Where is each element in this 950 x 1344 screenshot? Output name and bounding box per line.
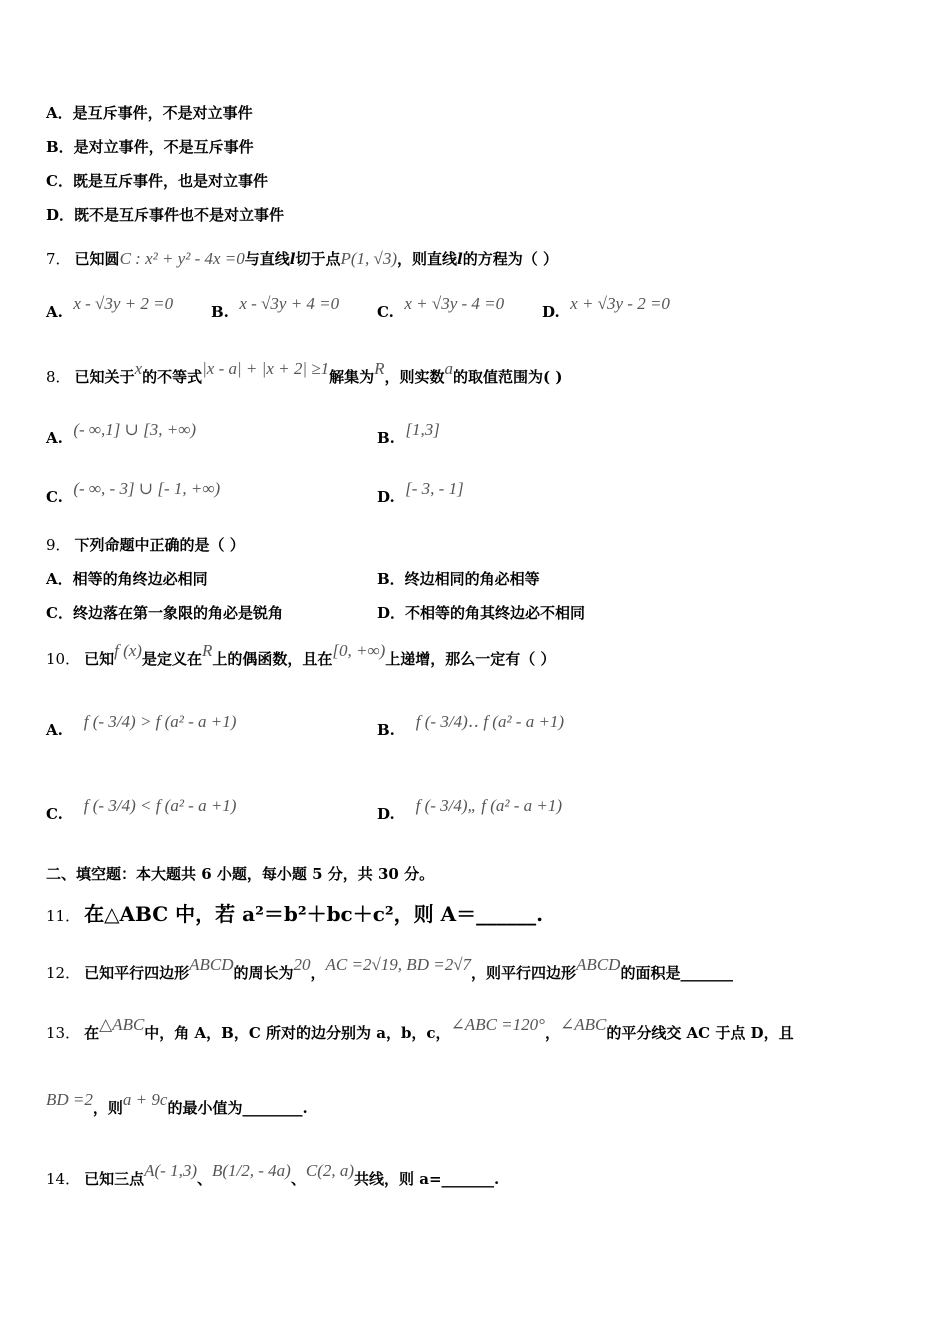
q11: [46, 898, 543, 927]
q9-option-d: D．不相等的角其终边必不相同: [377, 604, 586, 622]
q7-option-a: A. x - √3y + 2 =0: [46, 294, 174, 321]
q14-number: 14．: [46, 1170, 81, 1188]
q8-inequality: |x - a| + |x + 2| ≥1: [202, 359, 330, 378]
q10-number: 10．: [46, 650, 81, 668]
q12-stem: 12． 已知平行四边形ABCD的周长为20，AC =2√19, BD =2√7，则平行四边形ABCD的面积是_______: [46, 955, 733, 982]
q10-option-c: C. f (- 3/4) < f (a² - a +1): [46, 796, 237, 823]
q9-option-a: A．相等的角终边必相同: [46, 570, 208, 588]
q8-option-d: D. [- 3, - 1]: [377, 479, 464, 506]
q6-option-d: D．既不是互斥事件也不是对立事件: [46, 206, 285, 224]
q11-text: 在△ABC 中，若 a²＝b²＋bc＋c²，则 A＝______.: [84, 902, 544, 926]
q13-continuation: BD =2，则a + 9c的最小值为________.: [46, 1090, 308, 1117]
q9-stem: 9． 下列命题中正确的是（ ）: [46, 536, 245, 554]
q8-option-b: B. [1,3]: [377, 420, 440, 447]
q8-option-a: A. (- ∞,1] ∪ [3, +∞): [46, 420, 196, 447]
q12-number: 12．: [46, 964, 81, 982]
q7-number: 7．: [46, 250, 71, 268]
q9-option-b: B．终边相同的角必相等: [377, 570, 540, 588]
q10-option-a: A. f (- 3/4) > f (a² - a +1): [46, 712, 237, 739]
q8-option-c: C. (- ∞, - 3] ∪ [- 1, +∞): [46, 479, 221, 506]
q7-option-b: B. x - √3y + 4 =0: [211, 294, 340, 321]
q13-number: 13．: [46, 1024, 81, 1042]
q8-number: 8．: [46, 368, 71, 386]
q10-stem: 10． 已知f (x)是定义在R上的偶函数，且在[0, +∞)上递增，那么一定有（ ）: [46, 641, 556, 668]
q7-option-c: C. x + √3y - 4 =0: [377, 294, 505, 321]
section-heading: 二、填空题：本大题共 6 小题，每小题 5 分，共 30 分。: [46, 865, 435, 883]
q7-stem: 7． 已知圆C : x² + y² - 4x =0与直线l切于点P(1, √3)，则直线l的方程为（ ）: [46, 249, 558, 268]
q11-number: 11．: [46, 907, 81, 925]
q14-stem: 14． 已知三点A(- 1,3)、B(1/2, - 4a)、C(2, a)共线，则 a=_______.: [46, 1161, 500, 1188]
q6-option-c: C．既是互斥事件，也是对立事件: [46, 172, 268, 190]
q7-point: P(1, √3): [340, 249, 398, 268]
q9-number: 9．: [46, 536, 71, 554]
q8-stem: 8． 已知关于x的不等式|x - a| + |x + 2| ≥1解集为R，则实数a的取值范围为( ): [46, 359, 563, 386]
q7-option-d: D. x + √3y - 2 =0: [542, 294, 670, 321]
q9-option-c: C．终边落在第一象限的角必是锐角: [46, 604, 283, 622]
q10-option-b: B. f (- 3/4)‥ f (a² - a +1): [377, 712, 565, 739]
q10-option-d: D. f (- 3/4)„ f (a² - a +1): [377, 796, 563, 823]
q13-stem: 13． 在△ABC中，角 A，B，C 所对的边分别为 a，b，c，∠ABC =120°，∠ABC的平分线交 AC 于点 D，且: [46, 1015, 794, 1042]
q6-option-a: A．是互斥事件，不是对立事件: [46, 104, 253, 122]
q6-option-b: B．是对立事件，不是互斥事件: [46, 138, 254, 156]
q7-circle-equation: C : x² + y² - 4x =0: [119, 249, 245, 268]
